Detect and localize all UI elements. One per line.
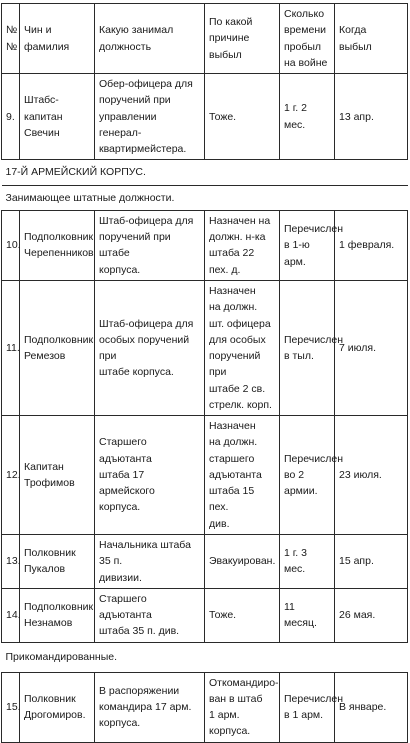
cell-num: 12. (2, 416, 20, 535)
cell-position: Старшего адъютанта штаба 35 п. див. (95, 588, 205, 642)
cell-time: Перечислен в тыл. (280, 280, 335, 415)
cell-rank: Капитан Трофимов (20, 416, 95, 535)
officers-table (1, 3, 408, 743)
header-num: №№ (2, 4, 20, 74)
header-reason: По какой причине выбыл (205, 4, 280, 74)
cell-num: 15. (2, 672, 20, 742)
cell-reason: Тоже. (205, 74, 280, 160)
header-time: Сколько времени пробыл на войне (280, 4, 335, 74)
cell-time: Перечислен во 2 армии. (280, 416, 335, 535)
table-row (2, 416, 408, 535)
cell-num: 10. (2, 210, 20, 280)
cell-when: 23 июля. (335, 416, 408, 535)
cell-time: 1 г. 3 мес. (280, 534, 335, 588)
cell-rank: Штабс-капитан Свечин (20, 74, 95, 160)
cell-position: Старшего адъютанта штаба 17 армейского корпуса. (95, 416, 205, 535)
cell-time: 11 месяц. (280, 588, 335, 642)
header-rank: Чин и фамилия (20, 4, 95, 74)
cell-reason: Эвакуирован. (205, 534, 280, 588)
cell-reason: Назначен на должн. старшего адъютанта штаба 15 пех. див. (205, 416, 280, 535)
table-row (2, 74, 408, 160)
cell-time: Перечислен в 1 арм. (280, 672, 335, 742)
cell-rank: Полковник Дрогомиров. (20, 672, 95, 742)
cell-position: В распоряжении командира 17 арм. корпуса. (95, 672, 205, 742)
cell-rank: Подполковник Черепенников (20, 210, 95, 280)
cell-position: Штаб-офицера для особых поручений при штабе корпуса. (95, 280, 205, 415)
cell-reason: Откомандиро- ван в штаб 1 арм. корпуса. (205, 672, 280, 742)
cell-reason: Назначен на должн. шт. офицера для особых поручений при штабе 2 св. стрелк. корп. (205, 280, 280, 415)
header-when: Когда выбыл (335, 4, 408, 74)
cell-when: 7 июля. (335, 280, 408, 415)
section-attached-title: Прикомандированные. (2, 642, 408, 672)
cell-time: 1 г. 2 мес. (280, 74, 335, 160)
cell-when: 1 февраля. (335, 210, 408, 280)
table-row (2, 672, 408, 742)
cell-reason: Назначен на должн. н-ка штаба 22 пех. д. (205, 210, 280, 280)
cell-rank: Полковник Пукалов (20, 534, 95, 588)
cell-rank: Подполковник Незнамов (20, 588, 95, 642)
cell-num: 14. (2, 588, 20, 642)
table-row (2, 534, 408, 588)
cell-time: Перечислен в 1-ю арм. (280, 210, 335, 280)
section-corps-title: 17-Й АРМЕЙСКИЙ КОРПУС. (2, 160, 408, 185)
cell-rank: Подполковник Ремезов (20, 280, 95, 415)
cell-when: 15 апр. (335, 534, 408, 588)
cell-when: В январе. (335, 672, 408, 742)
cell-num: 11. (2, 280, 20, 415)
cell-position: Обер-офицера для поручений при управлении генерал- квартирмейстера. (95, 74, 205, 160)
table-row (2, 210, 408, 280)
cell-num: 13. (2, 534, 20, 588)
section-row (2, 185, 408, 210)
table-row (2, 280, 408, 415)
table-header-row (2, 4, 408, 74)
cell-when: 13 апр. (335, 74, 408, 160)
cell-reason: Тоже. (205, 588, 280, 642)
section-row (2, 160, 408, 185)
cell-position: Начальника штаба 35 п. дивизии. (95, 534, 205, 588)
cell-num: 9. (2, 74, 20, 160)
section-row (2, 642, 408, 672)
cell-position: Штаб-офицера для поручений при штабе корпуса. (95, 210, 205, 280)
header-position: Какую занимал должность (95, 4, 205, 74)
table-row (2, 588, 408, 642)
section-staff-title: Занимающее штатные должности. (2, 185, 408, 210)
cell-when: 26 мая. (335, 588, 408, 642)
